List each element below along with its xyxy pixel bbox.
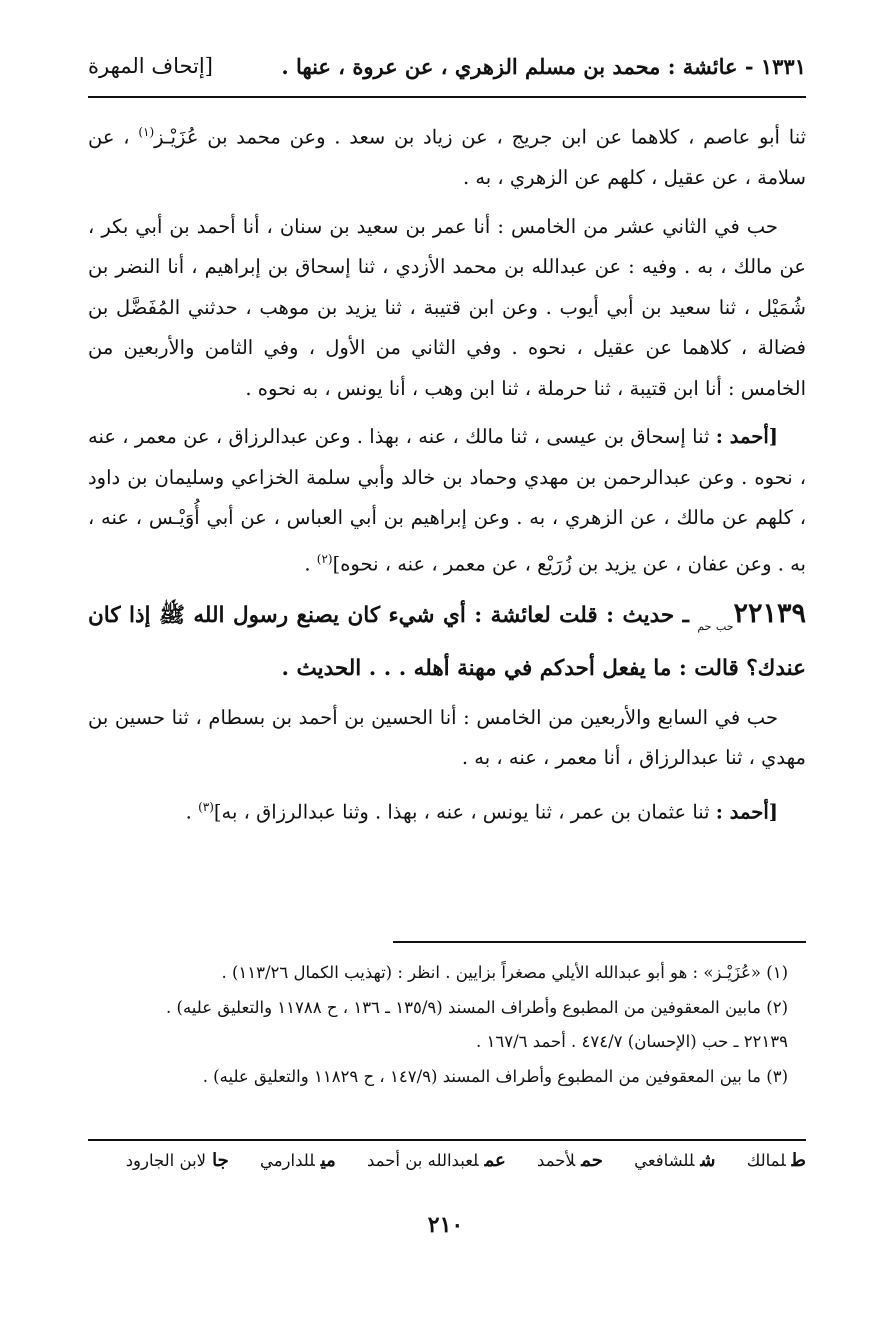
legend-item: جالابن الجارود: [125, 1150, 229, 1171]
hadith-heading: [88, 593, 806, 690]
paragraph: [أحمد : ثنا إسحاق بن عيسى ، ثنا مالك ، عنه ، بهذا . وعن عبدالرزاق ، عن معمر ، عنه ، نحوه . وعن عبدالرحمن بن مهدي وحماد بن خالد وأبي سلمة الخزاعي وسليمان بن داود ، كلهم عن مالك ، عن الزهري ، به . وعن إبراهيم بن أبي العباس ، عن أبي أُوَيْـس ، عنه ، به . وعن عفان ، عن يزيد بن زُرَيْع ، عن معمر ، عنه ، نحوه]$^{(٢)}$ .: [88, 425, 806, 575]
legend-rule: [88, 1139, 806, 1141]
source-label: [أحمد :: [715, 425, 778, 448]
footnote-rule: [393, 941, 806, 943]
main-text: [88, 112, 806, 841]
paragraph: [أحمد : ثنا عثمان بن عمر ، ثنا يونس ، عنه ، بهذا . وثنا عبدالرزاق ، به]$^{(٣)}$ .: [185, 799, 778, 823]
header-rule: [88, 96, 806, 98]
paragraph: حب في الثاني عشر من الخامس : أنا عمر بن سعيد بن سنان ، أنا أحمد بن أبي بكر ، عن مالك ، به . وفيه : عن عبدالله بن محمد الأزدي ، ثنا إسحاق بن إبراهيم ، أنا النضر بن شُمَيْل ، ثنا سعيد بن أبي أيوب . وعن ابن قتيبة ، ثنا يزيد بن موهب ، حدثني المُفَضَّل بن فضالة ، كلاهما عن عقيل ، نحوه . وفي الثاني من الأول ، وفي الثامن والأربعين من الخامس : أنا ابن قتيبة ، ثنا حرملة ، ثنا ابن وهب ، أنا يونس ، به نحوه .: [88, 214, 806, 400]
footnote-ref[interactable]: (٢): [316, 551, 333, 566]
page-header: [88, 52, 806, 92]
footnote: ٢٢١٣٩ ـ حب (الإحسان) ٤٧٤/٧ . أحمد ١٦٧/٦ .: [476, 1032, 788, 1051]
footnote: (٢) مابين المعقوفين من المطبوع وأطراف المسند (١٣٥/٩ ـ ١٣٦ ، ح ١١٧٨٨ والتعليق عليه) .: [166, 997, 788, 1017]
source-label: [أحمد :: [715, 800, 778, 823]
footnote: (١) «عُزَيْـز» : هو أبو عبدالله الأيلي مصغراً بزايين . انظر : (تهذيب الكمال ١١٣/٢٦) .: [221, 963, 788, 982]
footnote: (٣) ما بين المعقوفين من المطبوع وأطراف المسند (١٤٧/٩ ، ح ١١٨٢٩ والتعليق عليه) .: [202, 1066, 788, 1086]
footnotes: [88, 956, 788, 1094]
legend-item: طلمالك: [746, 1150, 806, 1171]
abbreviation-legend: [88, 1150, 806, 1186]
chapter-title: ١٣٣١ - عائشة : محمد بن مسلم الزهري ، عن عروة ، عنها .: [281, 54, 806, 79]
legend-item: حملأحمد: [537, 1150, 603, 1171]
paragraph: حب في السابع والأربعين من الخامس : أنا الحسين بن أحمد بن بسطام ، ثنا حسين بن مهدي ، ثنا عبدالرزاق ، أنا معمر ، عنه ، به .: [88, 705, 806, 769]
footnote-ref[interactable]: (١): [138, 125, 155, 139]
book-title: [إتحاف المهرة: [88, 54, 213, 78]
legend-item: عملعبدالله بن أحمد: [367, 1150, 506, 1171]
footnote-ref[interactable]: (٣): [198, 799, 214, 814]
legend-item: ميللدارمي: [259, 1150, 336, 1171]
legend-item: شللشافعي: [634, 1150, 716, 1171]
paragraph: ثنا أبو عاصم ، كلاهما عن ابن جريج ، عن زياد بن سعد . وعن محمد بن عُزَيْـز$^{(١)}$ ، عن سلامة ، عن عقيل ، كلهم عن الزهري ، به .: [88, 125, 807, 189]
hadith-sources: حب حم: [697, 619, 734, 633]
hadith-number: ٢٢١٣٩: [733, 597, 807, 629]
hadith-text: ـ حديث : قلت لعائشة : أي شيء كان يصنع رسول الله ﷺ إذا كان عندك؟ قالت : ما يفعل أحدكم في مهنة أهله . . . الحديث .: [88, 602, 806, 681]
page-number: ٢١٠: [427, 1212, 464, 1238]
